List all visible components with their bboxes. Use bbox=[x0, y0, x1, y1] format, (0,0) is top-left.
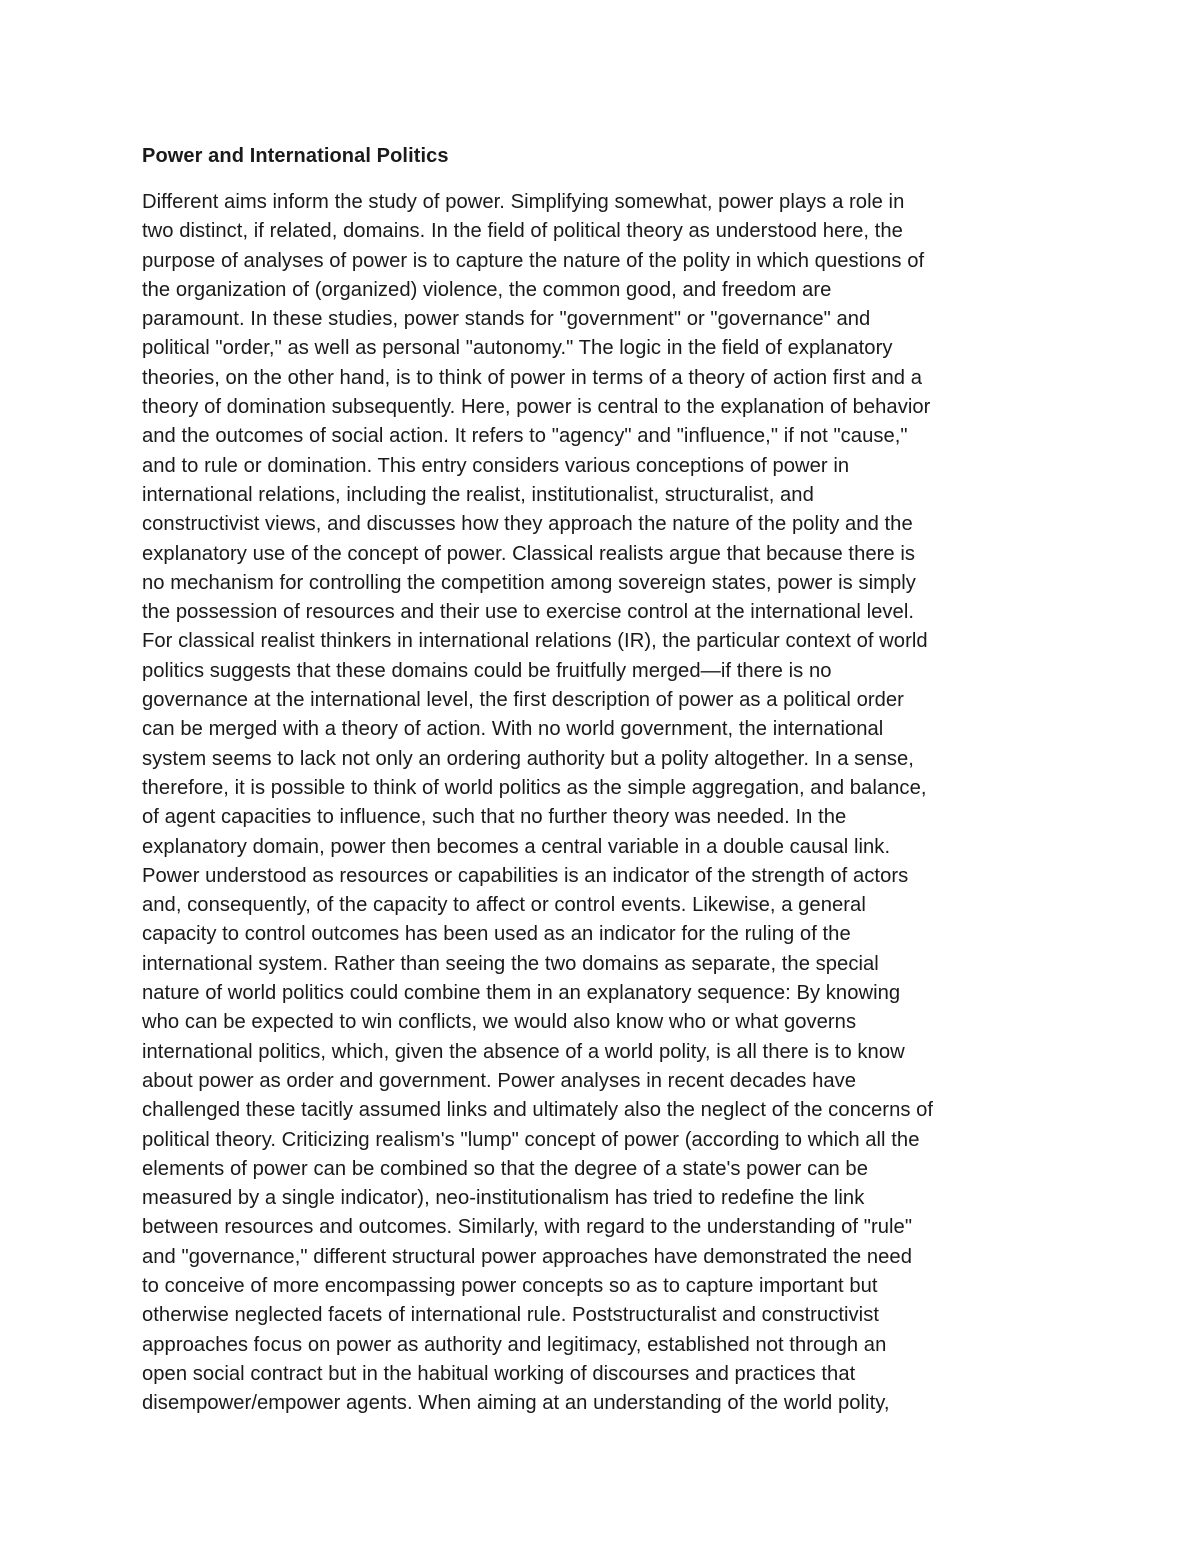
body-line: capacity to control outcomes has been used as an indicator for the ruling of the bbox=[142, 923, 851, 946]
body-line: international politics, which, given the absence of a world polity, is all there is to know bbox=[142, 1040, 905, 1063]
body-line: between resources and outcomes. Similarly, with regard to the understanding of "rule" bbox=[142, 1216, 913, 1239]
body-line: open social contract but in the habitual working of discourses and practices that bbox=[142, 1362, 856, 1385]
body-line: Power understood as resources or capabilities is an indicator of the strength of actors bbox=[142, 864, 909, 887]
body-line: political "order," as well as personal "autonomy." The logic in the field of explanatory bbox=[142, 337, 893, 360]
body-line: theories, on the other hand, is to think of power in terms of a theory of action first and a bbox=[142, 366, 923, 389]
body-line: of agent capacities to influence, such that no further theory was needed. In the bbox=[142, 806, 847, 829]
body-line: system seems to lack not only an ordering authority but a polity altogether. In a sense, bbox=[142, 747, 914, 770]
document-page bbox=[142, 142, 1072, 1418]
body-line: two distinct, if related, domains. In the field of political theory as understood here, the bbox=[142, 220, 903, 243]
body-line: approaches focus on power as authority and legitimacy, established not through an bbox=[142, 1333, 887, 1356]
body-line: who can be expected to win conflicts, we would also know who or what governs bbox=[142, 1011, 857, 1034]
body-line: and, consequently, of the capacity to affect or control events. Likewise, a general bbox=[142, 894, 866, 917]
body-line: challenged these tacitly assumed links and ultimately also the neglect of the concerns of bbox=[142, 1099, 934, 1122]
body-line: the possession of resources and their use to exercise control at the international level. bbox=[142, 601, 915, 624]
body-line: about power as order and government. Power analyses in recent decades have bbox=[142, 1069, 857, 1092]
document-title: Power and International Politics bbox=[142, 145, 449, 167]
body-line: Different aims inform the study of power. Simplifying somewhat, power plays a role in bbox=[142, 191, 905, 213]
body-line: and "governance," different structural power approaches have demonstrated the need bbox=[142, 1245, 912, 1268]
body-line: nature of world politics could combine them in an explanatory sequence: By knowing bbox=[142, 982, 901, 1005]
body-line: international relations, including the realist, institutionalist, structuralist, and bbox=[142, 483, 814, 506]
body-line: international system. Rather than seeing the two domains as separate, the special bbox=[142, 952, 879, 975]
body-line: and to rule or domination. This entry considers various conceptions of power in bbox=[142, 454, 850, 477]
document-body bbox=[142, 188, 1072, 1418]
body-line: theory of domination subsequently. Here, power is central to the explanation of behavior bbox=[142, 396, 931, 419]
body-line: governance at the international level, the first description of power as a political order bbox=[142, 689, 904, 712]
body-line: explanatory use of the concept of power. Classical realists argue that because there is bbox=[142, 542, 916, 565]
body-line: political theory. Criticizing realism's "lump" concept of power (according to which all the bbox=[142, 1128, 920, 1151]
body-line: paramount. In these studies, power stands for "government" or "governance" and bbox=[142, 308, 871, 331]
body-line: to conceive of more encompassing power concepts so as to capture important but bbox=[142, 1274, 878, 1297]
body-line: the organization of (organized) violence, the common good, and freedom are bbox=[142, 278, 832, 301]
body-line: elements of power can be combined so that the degree of a state's power can be bbox=[142, 1157, 868, 1180]
body-line: constructivist views, and discusses how they approach the nature of the polity and the bbox=[142, 513, 913, 536]
body-line: therefore, it is possible to think of world politics as the simple aggregation, and balance, bbox=[142, 776, 927, 799]
body-line: otherwise neglected facets of international rule. Poststructuralist and constructivist bbox=[142, 1304, 880, 1327]
body-line: purpose of analyses of power is to capture the nature of the polity in which questions of bbox=[142, 249, 925, 272]
body-line: can be merged with a theory of action. With no world government, the international bbox=[142, 718, 884, 741]
body-line: no mechanism for controlling the competition among sovereign states, power is simply bbox=[142, 571, 916, 594]
body-line: disempower/empower agents. When aiming at an understanding of the world polity, bbox=[142, 1392, 890, 1415]
body-line: and the outcomes of social action. It refers to "agency" and "influence," if not "cause," bbox=[142, 425, 908, 448]
body-line: explanatory domain, power then becomes a central variable in a double causal link. bbox=[142, 835, 891, 858]
body-line: For classical realist thinkers in international relations (IR), the particular context of world bbox=[142, 630, 928, 653]
body-line: measured by a single indicator), neo-institutionalism has tried to redefine the link bbox=[142, 1187, 865, 1210]
body-line: politics suggests that these domains could be fruitfully merged—if there is no bbox=[142, 659, 832, 682]
